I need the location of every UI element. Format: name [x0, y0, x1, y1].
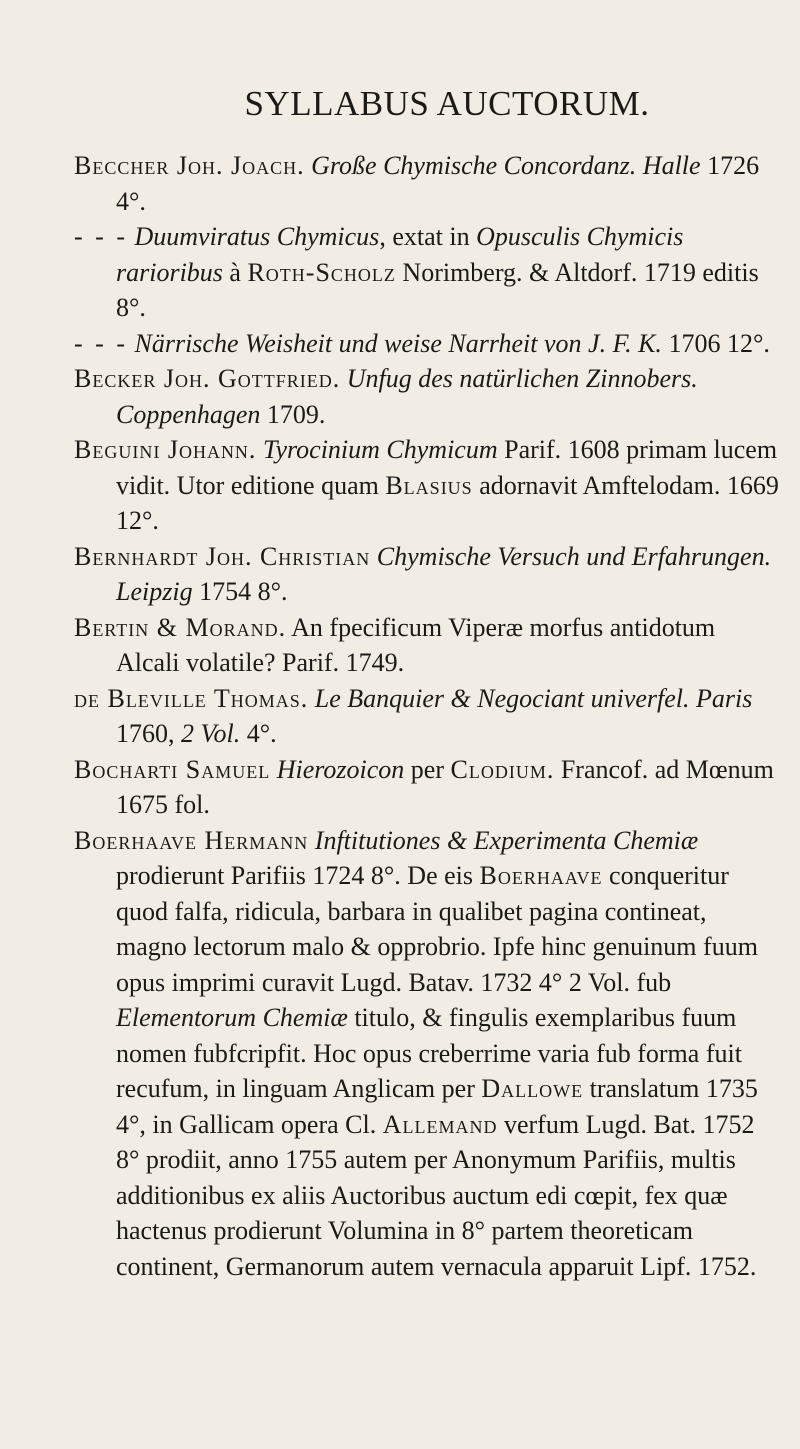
entry-text: An fpecificum Viperæ morfus antidotum Alcali volatile? Parif. 1749.: [116, 612, 716, 677]
work-title: Tyrocinium Chymicum: [262, 435, 498, 464]
entry-text: per: [404, 754, 451, 784]
entry-text: conqueritur quod falfa, ridicula, barbara in qualibet pagina contineat, magno lectorum malo & opprobrio. Ipfe hinc genuinum fuum opus imprimi curavit Lugd. Batav. 1732 4° 2 Vol. fub: [116, 861, 758, 997]
ditto-dash: - - -: [74, 328, 128, 358]
entry-bertin-morand: [74, 610, 780, 681]
person-name: Roth-Scholz: [247, 257, 396, 287]
work-title-secondary: Opusculis Chymicis rarioribus: [116, 222, 684, 287]
person-name: Dallowe: [481, 1074, 584, 1103]
entry-de-bleville: [74, 681, 780, 752]
entry-boerhaave: [74, 823, 780, 1285]
entry-text: prodierunt Parifiis 1724 8°. De eis: [116, 861, 480, 890]
author-name: Boerhaave Hermann: [74, 825, 309, 855]
entry-becker: [74, 361, 780, 432]
ditto-dash: - - -: [74, 222, 128, 251]
entry-text: , extat in: [379, 222, 477, 251]
entry-text: translatum 1735 4°, in Gallicam opera Cl.: [116, 1074, 758, 1139]
person-name: Allemand: [382, 1109, 498, 1139]
entry-text: Parif. 1608 primam lucem vidit. Utor editione quam: [116, 435, 778, 500]
entry-bocharti: [74, 752, 780, 823]
imprint-details: 1726 4°.: [116, 151, 760, 216]
work-title: Duumviratus Chymicus: [134, 222, 380, 251]
imprint-details: 1754 8°.: [192, 577, 288, 606]
imprint-details: Francof. ad Mœnum 1675 fol.: [116, 754, 774, 819]
work-title: Große Chymische Concordanz.: [311, 151, 637, 180]
entry-beccher-narrheit: [74, 326, 780, 362]
entry-beccher-duumviratus: [74, 219, 780, 326]
entry-text: verfum Lugd. Bat. 1752 8° prodiit, anno 1755 autem per Anonymum Parifiis, multis additionibus ex aliis Auctoribus auctum edi cœpit, fex quæ hactenus prodierunt Volumina in 8° partem theoreticam continent, Germanorum autem vernacula apparuit Lipf. 1752.: [116, 1109, 757, 1281]
work-title: Inftitutiones & Experimenta Chemiæ: [314, 825, 699, 855]
entry-text: titulo, & fingulis exemplaribus fuum nomen fubfcripfit. Hoc opus creberrime varia fub forma fuit recufum, in linguam Anglicam per: [116, 1003, 742, 1103]
work-title: Le Banquier & Negociant univerfel. Paris: [314, 683, 753, 713]
imprint-details: 1706 12°.: [661, 328, 770, 358]
imprint-details: Norimberg. & Altdorf. 1719 editis 8°.: [116, 257, 759, 322]
entry-text: à: [222, 257, 248, 287]
volume-count: 2 Vol.: [181, 719, 241, 748]
author-name: Becker Joh. Gottfried.: [74, 364, 341, 393]
entry-text: 1760,: [116, 719, 181, 748]
author-name: Beguini Johann.: [74, 435, 257, 464]
author-name: Bertin & Morand.: [74, 612, 287, 642]
imprint-details: 1709.: [260, 399, 326, 429]
author-name: Beccher Joh. Joach.: [74, 151, 305, 180]
running-header: SYLLABUS AUCTORUM.: [244, 84, 650, 123]
person-name: Clodium.: [450, 754, 555, 784]
work-title-secondary: Elementorum Chemiæ: [116, 1003, 348, 1032]
work-title: Hierozoicon: [276, 754, 405, 784]
work-title: Närrische Weisheit und weise Narrheit von J. F. K.: [134, 328, 662, 358]
author-name: Bernhardt Joh. Christian: [74, 541, 371, 571]
imprint-place: Halle: [642, 151, 701, 180]
work-title: Unfug des natürlichen Zinnobers. Coppenhagen: [116, 364, 698, 429]
entry-bernhardt: [74, 539, 780, 610]
person-name: Blasius: [385, 470, 473, 500]
entry-beguini: [74, 432, 780, 539]
imprint-details: 4°.: [240, 719, 277, 748]
person-name: Boerhaave: [479, 861, 603, 890]
author-name: de Bleville Thomas.: [74, 683, 309, 713]
imprint-details: adornavit Amftelodam. 1669 12°.: [116, 470, 779, 535]
author-name: Bocharti Samuel: [74, 754, 271, 784]
work-title: Chymische Versuch und Erfahrungen. Leipzig: [116, 541, 772, 606]
entry-beccher-concordanz: [74, 148, 780, 219]
